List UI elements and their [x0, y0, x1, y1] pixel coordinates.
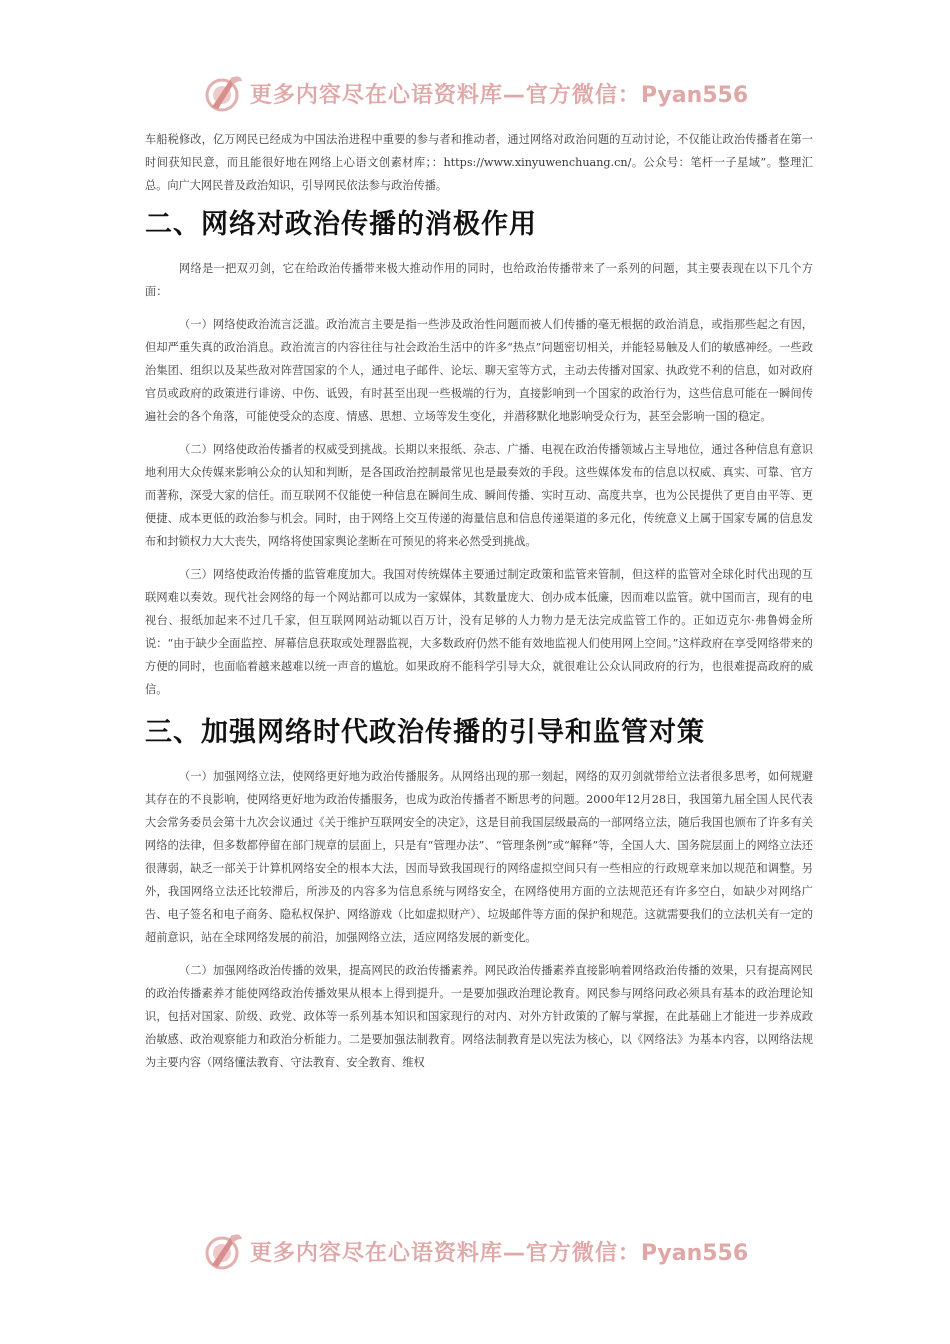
banner-text: [250, 78, 748, 109]
section-2-paragraph: （一）网络使政治流言泛滥。政治流言主要是指一些涉及政治性问题而被人们传播的毫无根据的政治消息，或指那些起之有因，但却严重失真的政治消息。政治流言的内容往往与社会政治生活中的许多“热点”问题密切相关，并能轻易触及人们的敏感神经。一些政治集团、组织以及某些敌对阵营国家的个人，通过电子邮件、论坛、聊天室等方式，主动去传播对国家、执政党不利的信息，如对政府官员或政府的政策进行诽谤、中伤、诋毁，有时甚至出现一些极端的行为，直接影响到一个国家的政治行为，这些信息可能在一瞬间传遍社会的各个角落，可能使受众的态度、情感、思想、立场等发生变化，并潜移默化地影响受众行为，甚至会影响一国的稳定。: [145, 318, 813, 423]
wechat-id: Pyan556: [640, 82, 749, 108]
header-watermark-banner: [0, 68, 950, 118]
footer-watermark-banner: [0, 1226, 950, 1276]
document-body: [145, 128, 813, 1084]
section-3-paragraph: （一）加强网络立法，使网络更好地为政治传播服务。从网络出现的那一刻起，网络的双刃剑就带给立法者很多思考，如何规避其存在的不良影响，使网络更好地为政治传播服务，也成为政治传播者不断思考的问题。2000年12月28日，我国第九届全国人民代表大会常务委员会第十九次会议通过《关于维护互联网安全的决定》，这是目前我国层级最高的一部网络立法，随后我国也颁布了许多有关网络的法律，但多数都停留在部门规章的层面上，只是有“管理办法”、“管理条例”或“解释”等，全国人大、国务院层面上的网络立法还很薄弱，缺乏一部关于计算机网络安全的根本大法，因而导致我国现行的网络虚拟空间只有一些相应的行政规章来加以规范和调整。另外，我国网络立法还比较滞后，所涉及的内容多为信息系统与网络安全，在网络使用方面的立法规范还有许多空白，如缺少对网络广告、电子签名和电子商务、隐私权保护、网络游戏（比如虚拟财产）、垃圾邮件等方面的保护和规范。这就需要我们的立法机关有一定的超前意识，站在全球网络发展的前沿，加强网络立法，适应网络发展的新变化。: [145, 770, 813, 944]
section-2-lead: 网络是一把双刃剑，它在给政治传播带来极大推动作用的同时，也给政治传播带来了一系列的问题，其主要表现在以下几个方面：: [145, 262, 813, 298]
banner-label: 更多内容尽在心语资料库—官方微信：: [249, 82, 641, 108]
wechat-id: Pyan556: [640, 1240, 749, 1266]
section-2-paragraph: （三）网络使政治传播的监管难度加大。我国对传统媒体主要通过制定政策和监管来管制，但这样的监管对全球化时代出现的互联网难以奏效。现代社会网络的每一个网站都可以成为一家媒体，其数量庞大、创办成本低廉，因而难以监管。就中国而言，现有的电视台、报纸加起来不过几千家，但互联网网站动辄以百万计，没有足够的人力物力是无法完成监管工作的。正如迈克尔·弗鲁姆金所说：“由于缺少全面监控、屏幕信息获取或处理器监视，大多数政府仍然不能有效地监视人们使用网上空间。”这样政府在享受网络带来的方便的同时，也面临着越来越难以统一声音的尴尬。如果政府不能科学引导大众，就很难让公众认同政府的行为，也很难提高政府的威信。: [145, 568, 813, 696]
section-3-heading: 三、加强网络时代政治传播的引导和监管对策: [145, 717, 705, 748]
quill-seal-logo-icon: [202, 1229, 246, 1273]
section-2-paragraph: （二）网络使政治传播者的权威受到挑战。长期以来报纸、杂志、广播、电视在政治传播领域占主导地位，通过各种信息有意识地利用大众传媒来影响公众的认知和判断，是各国政治控制最常见也是最奏效的手段。这些媒体发布的信息以权威、真实、可靠、官方而著称，深受大家的信任。而互联网不仅能使一种信息在瞬间生成、瞬间传播、实时互动、高度共享，也为公民提供了更自由平等、更便捷、成本更低的政治参与机会。同时，由于网络上交互传递的海量信息和信息传递渠道的多元化，传统意义上属于国家专属的信息发布和封锁权力大大丧失，网络将使国家舆论垄断在可预见的将来必然受到挑战。: [145, 443, 813, 548]
banner-text: [250, 1236, 748, 1267]
banner-label: 更多内容尽在心语资料库—官方微信：: [249, 1240, 641, 1266]
section-2-heading: 二、网络对政治传播的消极作用: [145, 209, 537, 240]
section-3-paragraph: （二）加强网络政治传播的效果，提高网民的政治传播素养。网民政治传播素养直接影响着网络政治传播的效果，只有提高网民的政治传播素养才能使网络政治传播效果从根本上得到提升。一是要加强政治理论教育。网民参与网络问政必须具有基本的政治理论知识，包括对国家、阶级、政党、政体等一系列基本知识和国家现行的对内、对外方针政策的了解与掌握，在此基础上才能进一步养成政治敏感、政治观察能力和政治分析能力。二是要加强法制教育。网络法制教育是以宪法为核心，以《网络法》为基本内容，以网络法规为主要内容（网络懂法教育、守法教育、安全教育、维权: [145, 964, 813, 1069]
quill-seal-logo-icon: [202, 71, 246, 115]
intro-paragraph: 车船税修改，亿万网民已经成为中国法治进程中重要的参与者和推动者，通过网络对政治问题的互动讨论，不仅能让政治传播者在第一时间获知民意，而且能很好地在网络上心语文创素材库；：https://www.xinyuwenchuang.cn/。公众号：笔杆一子星域”。整理汇总。向广大网民普及政治知识，引导网民依法参与政治传播。: [145, 133, 813, 192]
